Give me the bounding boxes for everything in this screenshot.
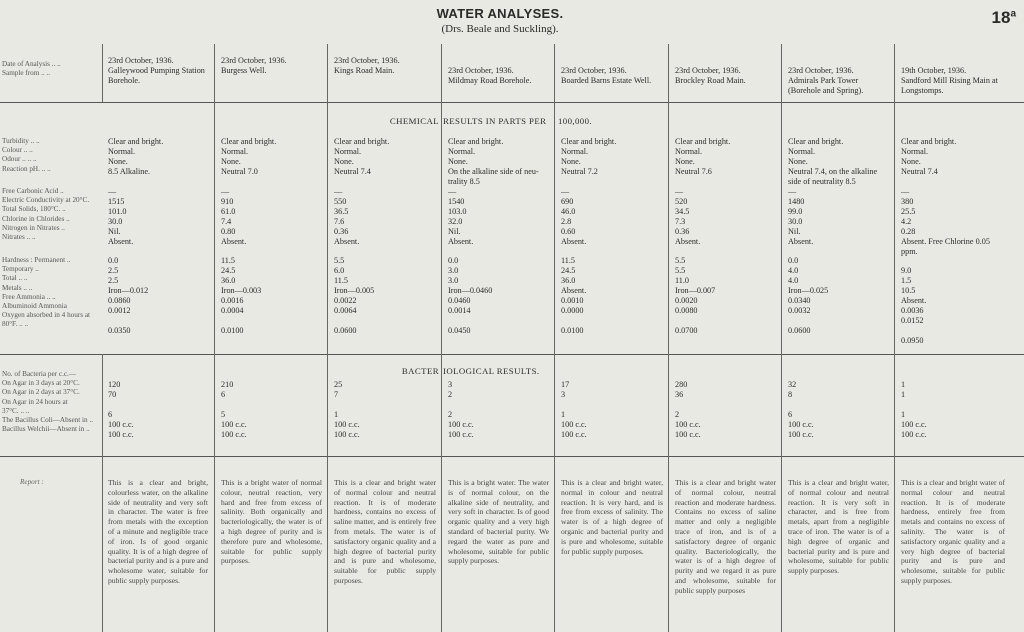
sample-header: 19th October, 1936. Sandford Mill Rising Main at Longstomps. (901, 66, 998, 95)
hardness-values: 5.5 5.5 11.0 Iron—0.007 0.0020 0.0080 0.0700 (675, 256, 716, 335)
col-divider (102, 354, 103, 456)
hardness-values: 0.0 4.0 4.0 Iron—0.025 0.0340 0.0032 0.0600 (788, 256, 829, 335)
report-text: This is a bright water of normal colour, neutral reaction, very hard and free from excess of salinity. Both organically and bacteriologically, the water is of a high degree of purity and is therefore pure and wholesome, suitable for public supply purposes. (221, 478, 322, 566)
physical-values: Clear and bright. Normal. None. On the alkaline side of neu- trality 8.5 (448, 137, 539, 186)
report-text: This is a clear and bright water, of normal colour and neutral reaction. It is very soft in character, and is free from metals, apart from a negligible trace of iron. The water is of a high degree of organic and bacterial purity and is pure and wholesome, suitable for public supply purposes. (788, 478, 889, 576)
chemical-values: — 1480 99.0 30.0 Nil. Absent. (788, 187, 814, 246)
physical-values: Clear and bright. Normal. None. Neutral 7.0 (221, 137, 277, 176)
bacteria-values: 120 70 6 100 c.c. 100 c.c. (108, 380, 134, 439)
bacteria-values: 25 7 1 100 c.c. 100 c.c. (334, 380, 360, 439)
bacteriological-section-title-right: IOLOGICAL RESULTS. (443, 366, 540, 376)
hardness-values: 0.0 2.5 2.5 Iron—0.012 0.0860 0.0012 0.0350 (108, 256, 149, 335)
hardness-values: 11.5 24.5 36.0 Iron—0.003 0.0016 0.0004 0.0100 (221, 256, 262, 335)
report-text: This is a bright water. The water is of normal colour, on the alkaline side of neutrality, and very soft in character. Is of good organic quality and a very high standard of bacterial purity. We regard the water as pure and wholesome, suitable for public supply purposes. (448, 478, 549, 566)
chemical-section-title-right: RESULTS IN PARTS PER (443, 116, 547, 126)
rule-bacteria-bottom (0, 456, 1024, 457)
bacteria-values: 1 1 1 100 c.c. 100 c.c. (901, 380, 927, 439)
physical-values: Clear and bright. Normal. None. Neutral 7.4 (334, 137, 390, 176)
rule-header-bottom (0, 102, 1024, 103)
page-number: 18$^a$ (991, 8, 1016, 27)
page-subtitle: (Drs. Beale and Suckling). (441, 23, 559, 35)
chemical-values: — 1540 103.0 32.0 Nil. Absent. (448, 187, 474, 246)
bacteria-labels: No. of Bacteria per c.c.— On Agar in 3 days at 20°C. On Agar in 2 days at 37°C. On Agar in 24 hours at 37°C. .. .. The Bacillus Coli—Absent in .. Bacillus Welchii—Absent in .. (2, 370, 94, 434)
col-divider (554, 44, 555, 632)
physical-values: Clear and bright. Normal. None. Neutral 7.6 (675, 137, 731, 176)
hardness-values: 5.5 6.0 11.5 Iron—0.005 0.0022 0.0064 0.0600 (334, 256, 375, 335)
report-label: Report : (20, 478, 44, 486)
hardness-labels: Hardness : Permanent .. Temporary .. Total .. .. Metals .. .. Free Ammonia .. .. Albuminoid Ammonia Oxygen absorbed in 4 hours at 80°F. .. .. (2, 256, 91, 329)
col-divider (894, 44, 895, 632)
sample-header: 23rd October, 1936. Mildmay Road Borehole. (448, 66, 532, 85)
rule-chemical-bottom (0, 354, 1024, 355)
physical-values: Clear and bright. Normal. None. 8.5 Alkaline. (108, 137, 164, 176)
analysis-table (0, 44, 1024, 632)
page-title: WATER ANALYSES. (436, 6, 564, 21)
col-divider (668, 44, 669, 632)
col-divider (102, 44, 103, 102)
bacteria-values: 3 2 2 100 c.c. 100 c.c. (448, 380, 474, 439)
physical-labels: Turbidity .. .. Colour .. .. Odour .. .. .. Reaction pH. .. .. (2, 137, 51, 173)
col-divider (441, 44, 442, 632)
chemical-values: — 520 34.5 7.3 0.36 Absent. (675, 187, 701, 246)
hardness-values: 9.0 1.5 10.5 Absent. 0.0036 0.0152 0.0950 (901, 266, 927, 345)
chemical-values: — 550 36.5 7.6 0.36 Absent. (334, 187, 360, 246)
bacteriological-section-title-left: BACTER (401, 366, 439, 376)
bacteria-values: 210 6 5 100 c.c. 100 c.c. (221, 380, 247, 439)
chemical-values: — 1515 101.0 30.0 Nil. Absent. (108, 187, 134, 246)
col-divider (214, 44, 215, 632)
bacteria-values: 17 3 1 100 c.c. 100 c.c. (561, 380, 587, 439)
chemical-section-unit: 100,000. (558, 116, 592, 126)
col-divider (102, 456, 103, 632)
col-divider (327, 44, 328, 632)
report-text: This is a clear and bright water of normal colour and neutral reaction. It is of moderate hardness, entirely free from metals and contains no excess of salinity. The water is of satisfactory organic quality and a very high degree of bacterial purity and is pure and wholesome, suitable for public supply purposes. (901, 478, 1005, 585)
chemical-section-title-left: CHEMICAL (389, 116, 439, 126)
hardness-values: 0.0 3.0 3.0 Iron—0.0460 0.0460 0.0014 0.0450 (448, 256, 493, 335)
physical-values: Clear and bright. Normal. None. Neutral 7.2 (561, 137, 617, 176)
chemical-labels: Free Carbonic Acid .. Electric Conductivity at 20°C. Total Solids, 180°C. .. Chlorine in Chlorides .. Nitrogen in Nitrates .. Nitrates .. .. (2, 187, 90, 242)
physical-values: Clear and bright. Normal. None. Neutral 7.4, on the alkaline side of neutrality 8.5 (788, 137, 878, 186)
report-text: This is a clear and bright, colourless water, on the alkaline side of neutrality and very soft in character. The water is free from metals with the exception of a minute and negligible trace of iron. Is of good organic quality. It is of a high degree of bacterial purity and is a pure and wholesome water, suitable for public supply purposes. (108, 478, 208, 585)
col-divider (781, 44, 782, 632)
report-text: This is a clear and bright water of normal colour, neutral reaction and moderate hardness. Contains no excess of saline matter and only a negligible trace of iron, and is of a satisfactory degree of organic quality. Bacteriologically, the water is of a high degree of purity and we regard it as pure and wholesome, suitable for public supply purposes (675, 478, 776, 595)
chemical-values: — 380 25.5 4.2 0.28 Absent. Free Chlorine 0.05 ppm. (901, 187, 990, 256)
sample-header: 23rd October, 1936. Boarded Barns Estate Well. (561, 66, 652, 85)
report-text: This is a clear and bright water, normal in colour and neutral reaction. It is very hard, and is free from excess of salinity. The water is of a high degree of organic and bacterial purity and is pure and wholesome, suitable for public supply purposes. (561, 478, 663, 556)
sample-header: 23rd October, 1936. Burgess Well. (221, 56, 287, 75)
chemical-values: — 690 46.0 2.8 0.60 Absent. (561, 187, 587, 246)
sample-header: 23rd October, 1936. Kings Road Main. (334, 56, 400, 75)
sample-header: 23rd October, 1936. Admirals Park Tower (Borehole and Spring). (788, 66, 864, 95)
report-text: This is a clear and bright water of normal colour and neutral reaction. It is of moderate hardness, contains no excess of saline matter, and is entirely free from metals. The water is of satisfactory organic quality and a high degree of bacterial purity and is pure and wholesome, suitable for public supply purposes. (334, 478, 436, 585)
bacteria-values: 280 36 2 100 c.c. 100 c.c. (675, 380, 701, 439)
chemical-values: — 910 61.0 7.4 0.80 Absent. (221, 187, 247, 246)
hardness-values: 11.5 24.5 36.0 Absent. 0.0010 0.0000 0.0100 (561, 256, 587, 335)
header-labels: Date of Analysis .. .. Sample from .. .. (2, 60, 61, 78)
sample-header: 23rd October, 1936. Galleywood Pumping Station Borehole. (108, 56, 205, 85)
bacteria-values: 32 8 6 100 c.c. 100 c.c. (788, 380, 814, 439)
sample-header: 23rd October, 1936. Brockley Road Main. (675, 66, 746, 85)
physical-values: Clear and bright. Normal. None. Neutral 7.4 (901, 137, 957, 176)
